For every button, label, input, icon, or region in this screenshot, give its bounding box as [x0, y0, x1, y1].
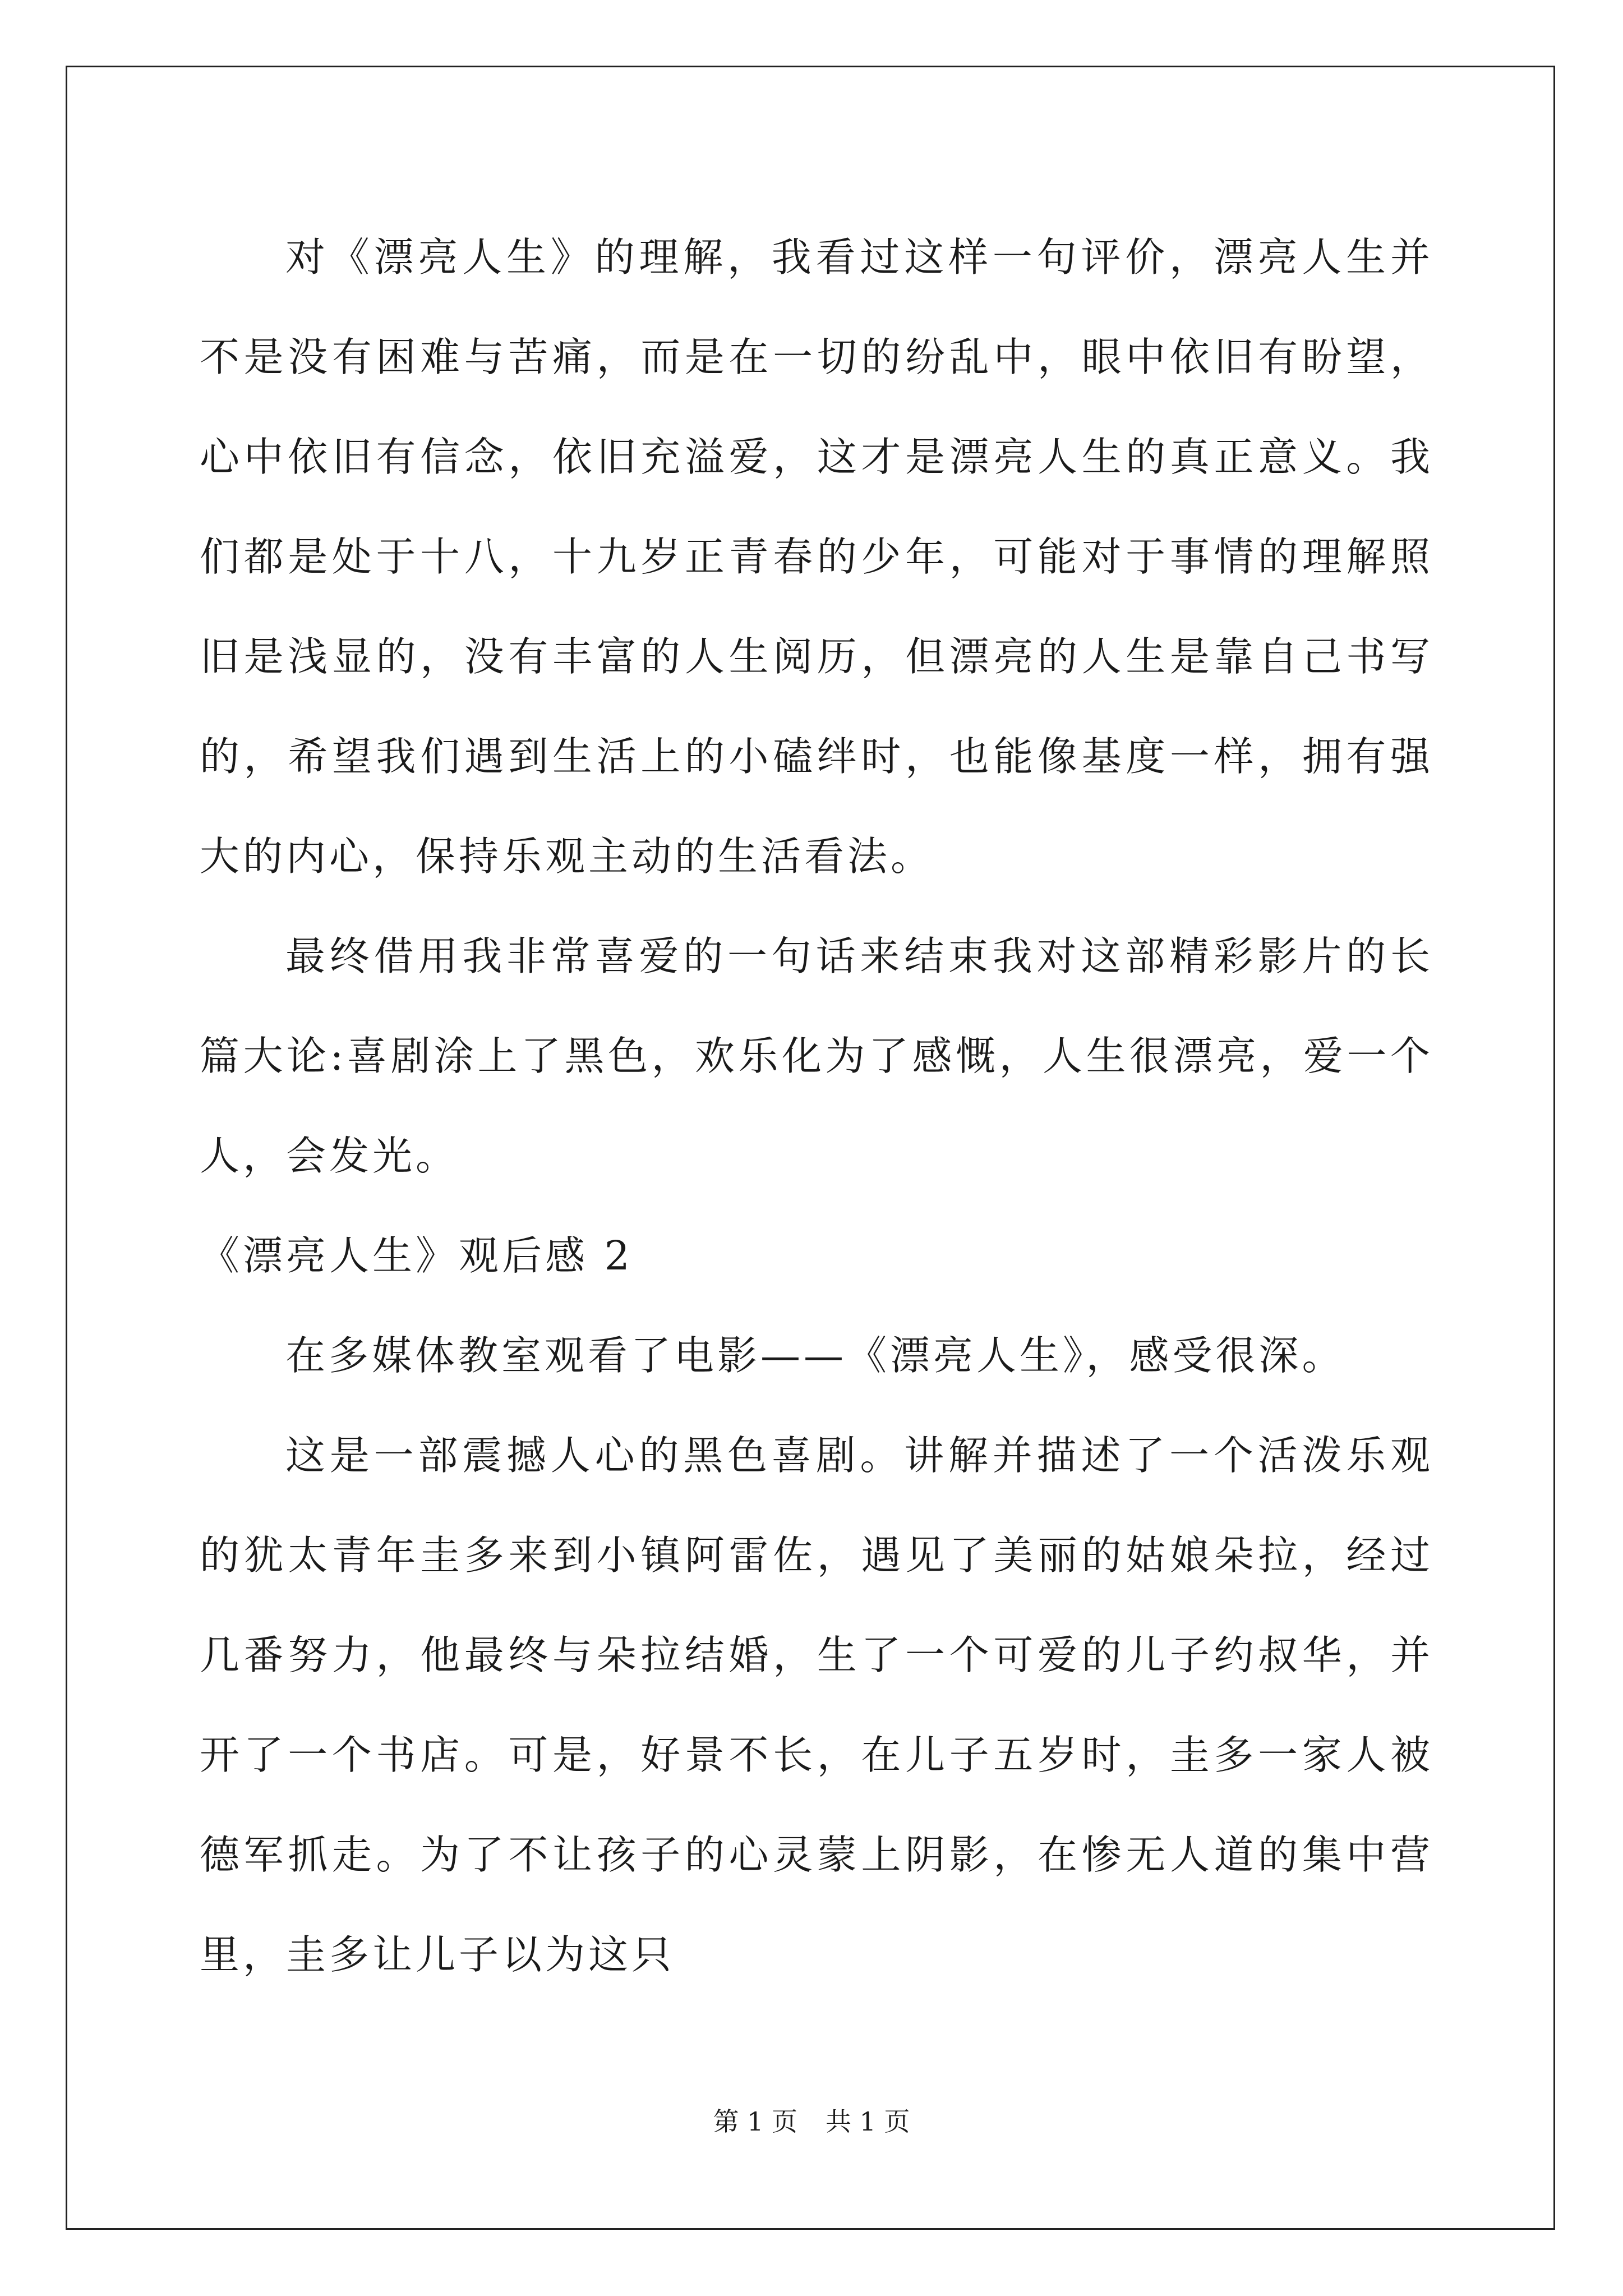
paragraph-4: 这是一部震撼人心的黑色喜剧。讲解并描述了一个活泼乐观的犹太青年圭多来到小镇阿雷佐，遇见了美丽的姑娘朵拉，经过几番努力，他最终与朵拉结婚，生了一个可爱的儿子约叔华，并开了一个书店。可是，好景不长，在儿子五岁时，圭多一家人被德军抓走。为了不让孩子的心灵蒙上阴影，在惨无人道的集中营里，圭多让儿子以为这只 [200, 1432, 1433, 1978]
section-heading: 《漂亮人生》观后感 2 [200, 1232, 633, 1279]
paragraph-1: 对《漂亮人生》的理解，我看过这样一句评价，漂亮人生并不是没有困难与苦痛，而是在一切的纷乱中，眼中依旧有盼望，心中依旧有信念，依旧充溢爱，这才是漂亮人生的真正意义。我们都是处于十八，十九岁正青春的少年，可能对于事情的理解照旧是浅显的，没有丰富的人生阅历，但漂亮的人生是靠自己书写的，希望我们遇到生活上的小磕绊时，也能像基度一样，拥有强大的内心，保持乐观主动的生活看法。 [200, 234, 1433, 880]
document-body [200, 208, 1433, 2005]
paragraph-3: 在多媒体教室观看了电影——《漂亮人生》，感受很深。 [285, 1332, 1345, 1379]
page-total: 共 1 页 [826, 2106, 910, 2137]
paragraph-2: 最终借用我非常喜爱的一句话来结束我对这部精彩影片的长篇大论:喜剧涂上了黑色，欢乐化为了感慨，人生很漂亮，爱一个人，会发光。 [200, 933, 1433, 1179]
page-number: 第 1 页 [713, 2106, 797, 2137]
page-footer [0, 2105, 1623, 2138]
